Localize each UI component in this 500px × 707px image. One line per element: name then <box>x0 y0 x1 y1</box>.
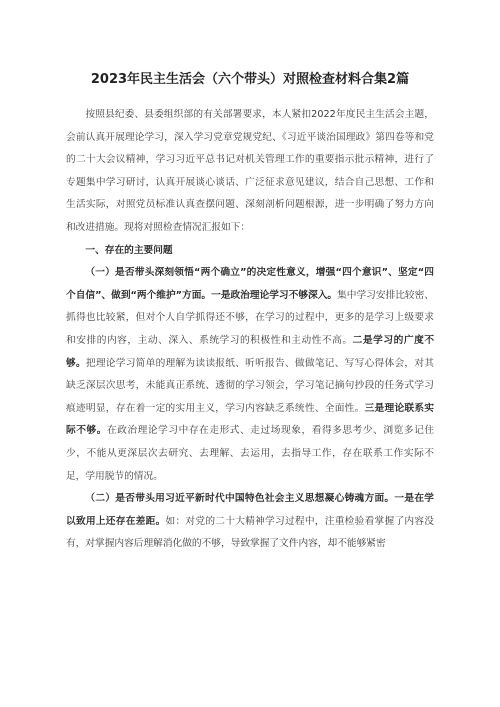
subsection-1-lead: （一）是否带头深刻领悟“两个确立”的决定性意义，增强“四个意识”、坚定“四个自信”、做到“两个维护”方面。一是政治理论学习不够深入。 <box>66 267 434 301</box>
subsection-2-paragraph <box>66 488 434 556</box>
subsection-1-text-3: 在政治理论学习中存在走形式、走过场现象，看得多思考少、浏览多记住少，不能从更深层次去研究、去理解、去运用，去指导工作，存在联系工作实际不足，学用脱节的情况。 <box>66 425 435 482</box>
subsection-2-text-1: 如：对党的二十大精神学习过程中，注重检验看掌握了内容没有，对掌握内容后理解消化做的不够，导致掌握了文件内容，却不能够紧密 <box>66 515 434 550</box>
subsection-1-paragraph <box>66 262 434 488</box>
subsection-1-point-3: 三是理论联系实际不够。 <box>66 402 434 437</box>
section-heading-problems: 一、存在的主要问题 <box>85 244 173 256</box>
subsection-1-text-2: 把理论学习简单的理解为读读报纸、听听报告、做做笔记、写写心得体会，对其缺乏深层次思考，未能真正系统、透彻的学习领会，学习笔记摘句抄段的任务式学习痕迹明显，存在着一定的实用主义，学习内容缺乏系统性、全面性。 <box>66 357 434 414</box>
subsection-1-point-2: 二是学习的广度不够。 <box>66 334 435 369</box>
subsection-1-text-1: 集中学习安排比较密、抓得也比较紧，但对个人自学抓得还不够，在学习的过程中，更多的是学习上级要求和安排的内容，主动、深入、系统学习的积极性和主动性不高。 <box>66 289 435 346</box>
subsection-2-lead: （二）是否带头用习近平新时代中国特色社会主义思想凝心铸魂方面。一是在学以致用上还存在差距。 <box>66 493 434 527</box>
document-title: 2023年民主生活会（六个带头）对照检查材料合集2篇 <box>90 72 410 87</box>
intro-paragraph: 按照县纪委、县委组织部的有关部署要求，本人紧扣2022年度民主生活会主题，会前认真开展理论学习，深入学习党章党规党纪、《习近平谈治国理政》第四卷等和党的二十大会议精神，学习习近平总书记对机关管理工作的重要指示批示精神，进行了专题集中学习研讨，认真开展谈心谈话、广泛征求意见建议，结合自己思想、工作和生活实际，对照党员标准认真查摆问题、深刻剖析问题根源，进一步明确了努力方向和改进措施。现将对照检查情况汇报如下： <box>66 109 434 233</box>
